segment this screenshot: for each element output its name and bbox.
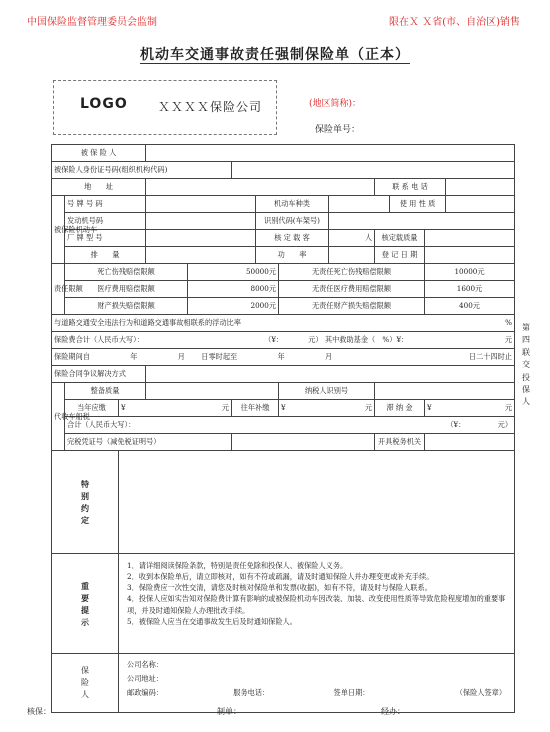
footer-handled: 经办： xyxy=(381,707,405,716)
agent-content xyxy=(119,654,515,713)
footer-review: 核保： xyxy=(27,707,51,716)
liability-group-label: 责任限额 xyxy=(52,264,65,315)
insured-value xyxy=(146,145,515,162)
load-value xyxy=(425,230,515,247)
tax-total-yen: （¥： 元） xyxy=(446,420,513,429)
nl-property-label: 无责任财产损失赔偿限额 xyxy=(279,298,425,315)
period-month2: 月 xyxy=(325,352,333,361)
late-fee-yen: ¥ xyxy=(427,403,432,412)
agent-sign-date: 签单日期： xyxy=(333,688,370,698)
note-item: 1．请详细阅读保险条款，特别是责任免除和投保人、被保险人义务。 xyxy=(127,561,348,570)
special-label: 特别约定 xyxy=(52,451,119,554)
late-fee-label: 滞 纳 金 xyxy=(375,400,425,417)
vehicle-group-label: 被保险机动车 xyxy=(52,196,65,264)
float-rate-cell xyxy=(52,315,515,332)
address-label: 地 址 xyxy=(52,179,146,196)
dispute-value xyxy=(146,366,515,383)
notes-content xyxy=(119,554,515,654)
nl-death-value: 10000元 xyxy=(425,264,515,281)
address-value xyxy=(146,179,375,196)
rescue-fund-label: 其中救助基金（ %）¥： xyxy=(324,335,409,344)
current-due-yen: ¥ xyxy=(121,403,126,412)
insured-id-label: 被保险人身份证号码(组织机构代码) xyxy=(52,162,232,179)
current-due-value xyxy=(119,400,232,417)
row-plate xyxy=(52,196,515,213)
agent-label: 保险人 xyxy=(52,654,119,713)
tax-group-label: 代收车船税 xyxy=(52,383,65,451)
premium-cell xyxy=(52,332,515,349)
policy-table xyxy=(51,144,515,713)
taxpayer-id-label: 纳税人识别号 xyxy=(279,383,375,400)
liability-death-label: 死亡伤残赔偿限额 xyxy=(65,264,188,281)
logo: LOGO xyxy=(80,96,128,112)
curb-weight-label: 整备质量 xyxy=(65,383,146,400)
back-tax-yen: ¥ xyxy=(281,403,286,412)
reg-date-label: 登 记 日 期 xyxy=(375,247,425,264)
premium-unit: 元 xyxy=(504,335,513,344)
row-engine xyxy=(52,213,515,230)
tax-total-label: 合计（人民币大写）： xyxy=(67,420,136,429)
load-label: 核定载质量 xyxy=(375,230,425,247)
use-nature-value xyxy=(446,196,515,213)
period-year2: 年 xyxy=(277,352,285,361)
late-fee-unit: 元 xyxy=(504,403,513,412)
plate-value xyxy=(146,196,256,213)
premium-yen: （¥： 元） xyxy=(264,335,323,344)
current-due-label: 当年应缴 xyxy=(65,400,119,417)
insured-label: 被 保 险 人 xyxy=(52,145,146,162)
tax-authority-value xyxy=(425,434,515,451)
liability-property-value: 2000元 xyxy=(188,298,279,315)
liability-property-label: 财产损失赔偿限额 xyxy=(65,298,188,315)
nl-medical-label: 无责任医疗费用赔偿限额 xyxy=(279,281,425,298)
tax-total-cell xyxy=(65,417,515,434)
row-float-rate xyxy=(52,315,515,332)
agent-seal: （保险人签章） xyxy=(455,688,507,698)
row-special xyxy=(52,451,515,554)
period-cell xyxy=(52,349,515,366)
region-label: (地区简称)： xyxy=(309,99,362,109)
side-copy-label: 第四联 交投保人 xyxy=(522,323,538,407)
row-insured-id xyxy=(52,162,515,179)
footer-prepared: 制单： xyxy=(217,707,241,716)
sales-region-note: 限在Ｘ Ｘ省(市、自治区)销售 xyxy=(389,17,520,28)
model-value xyxy=(146,230,256,247)
seats-label: 核 定 载 客 xyxy=(256,230,329,247)
row-liability-1 xyxy=(52,264,515,281)
dispute-label: 保险合同争议解决方式 xyxy=(52,366,146,383)
agent-company-address: 公司地址： xyxy=(127,674,163,684)
back-tax-value xyxy=(279,400,375,417)
use-nature-label: 使 用 性 质 xyxy=(390,196,446,213)
period-day-end: 日二十四时止 xyxy=(468,352,513,361)
note-item: 4．投保人应如实告知对保险费计算有影响的或被保险机动车因改装、加装、改变使用性质等导致危险程度增加的重要事项，并及时通知保险人办理批改手续。 xyxy=(127,594,506,615)
seats-unit: 人 xyxy=(329,230,375,247)
float-rate-unit: % xyxy=(505,318,513,327)
row-displacement xyxy=(52,247,515,264)
vehicle-type-value xyxy=(329,196,390,213)
period-label: 保险期间自 xyxy=(54,352,90,361)
float-rate-label: 与道路交通安全违法行为和道路交通事故相联系的浮动比率 xyxy=(54,318,241,327)
engine-value xyxy=(146,213,256,230)
note-item: 3．保险费应一次性交清，请您及时核对保险单和发票(收据)，如有不符，请及时与保险人联系。 xyxy=(127,583,432,593)
liability-death-value: 50000元 xyxy=(188,264,279,281)
agent-service-phone: 服务电话： xyxy=(233,688,270,698)
nl-death-label: 无责任死亡伤残赔偿限额 xyxy=(279,264,425,281)
model-label: 厂 牌 型 号 xyxy=(65,230,146,247)
reg-date-value xyxy=(425,247,515,264)
supervision-note: 中国保险监督管理委员会监制 xyxy=(27,17,157,28)
vin-label: 识别代码(车架号) xyxy=(256,213,329,230)
period-year: 年 xyxy=(130,352,138,361)
current-due-unit: 元 xyxy=(221,403,230,412)
nl-medical-value: 1600元 xyxy=(425,281,515,298)
row-notes xyxy=(52,554,515,654)
page-title: 机动车交通事故责任强制保险单（正本） xyxy=(140,47,410,63)
row-tax-3 xyxy=(52,417,515,434)
power-value xyxy=(329,247,375,264)
insured-id-value xyxy=(232,162,515,179)
note-item: 2．收到本保险单后，请立即核对，如有不符或疏漏，请及时通知保险人并办理变更或补充手续。 xyxy=(127,572,434,582)
row-liability-3 xyxy=(52,298,515,315)
note-item: 5．被保险人应当在交通事故发生后及时通知保险人。 xyxy=(127,616,297,626)
cert-no-label: 完税凭证号（减免税证明号） xyxy=(65,434,232,451)
back-tax-label: 往年补缴 xyxy=(232,400,279,417)
vehicle-type-label: 机动车种类 xyxy=(256,196,329,213)
vin-value xyxy=(329,213,515,230)
displacement-label: 排 量 xyxy=(65,247,146,264)
plate-label: 号 牌 号 码 xyxy=(65,196,146,213)
period-month: 月 xyxy=(177,352,185,361)
cert-no-value xyxy=(232,434,375,451)
title-underline xyxy=(140,63,410,64)
notes-label: 重要提示 xyxy=(52,554,119,654)
premium-label: 保险费合计（人民币大写）： xyxy=(54,335,144,344)
row-address xyxy=(52,179,515,196)
tax-authority-label: 开具税务机关 xyxy=(375,434,425,451)
row-premium xyxy=(52,332,515,349)
row-dispute xyxy=(52,366,515,383)
taxpayer-id-value xyxy=(375,383,515,400)
company-name: ＸＸＸＸ保险公司 xyxy=(158,100,263,114)
agent-postcode: 邮政编码： xyxy=(127,688,163,698)
policy-number-label: 保险单号： xyxy=(315,125,361,135)
row-tax-2 xyxy=(52,400,515,417)
phone-value xyxy=(446,179,515,196)
liability-medical-value: 8000元 xyxy=(188,281,279,298)
row-tax-4 xyxy=(52,434,515,451)
liability-medical-label: 医疗费用赔偿限额 xyxy=(65,281,188,298)
power-label: 功 率 xyxy=(256,247,329,264)
curb-weight-value xyxy=(146,383,279,400)
displacement-value xyxy=(146,247,256,264)
row-tax-1 xyxy=(52,383,515,400)
agent-company-name: 公司名称： xyxy=(127,660,163,669)
nl-property-value: 400元 xyxy=(425,298,515,315)
engine-label: 发动机号码 xyxy=(65,213,146,230)
period-day-start: 日零时起至 xyxy=(201,352,238,361)
row-period xyxy=(52,349,515,366)
late-fee-value xyxy=(425,400,515,417)
special-value xyxy=(119,451,515,554)
row-model xyxy=(52,230,515,247)
phone-label: 联 系 电 话 xyxy=(375,179,446,196)
back-tax-unit: 元 xyxy=(364,403,373,412)
row-liability-2 xyxy=(52,281,515,298)
row-insured xyxy=(52,145,515,162)
row-agent xyxy=(52,654,515,713)
